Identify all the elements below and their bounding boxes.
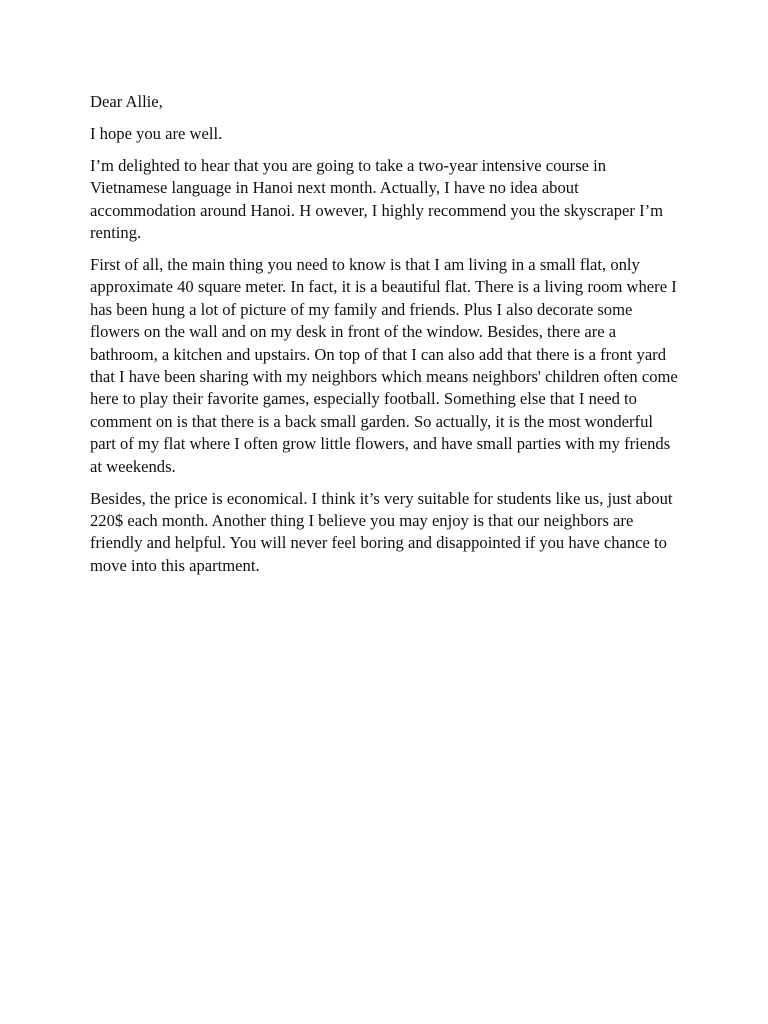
paragraph-price-neighbors: Besides, the price is economical. I think it’s very suitable for students like us, just about 220$ each month. Another thing I believe you may enjoy is that our neighbors are friendly and helpful. You will never feel boring and disappointed if you have chance to move into this apartment.	[90, 488, 673, 575]
paragraph-flat-description: First of all, the main thing you need to know is that I am living in a small flat, only approximate 40 square meter. In fact, it is a beautiful flat. There is a living room where I has been hung a lot of picture of my family and friends. Plus I also decorate some flowers on the wall and on my desk in front of the window. Besides, there are a bathroom, a kitchen and upstairs. On top of that I can also add that there is a front yard that I have been sharing with my neighbors which means neighbors' children often come here to play their favorite games, especially football. Something else that I need to comment on is that there is a back small garden. So actually, it is the most wonderful part of my flat where I often grow little flowers, and have small parties with my friends at weekends.	[90, 254, 678, 476]
salutation: Dear Allie,	[90, 92, 163, 111]
letter-body	[90, 91, 680, 577]
paragraph-intro: I’m delighted to hear that you are going to take a two-year intensive course in Vietnamese language in Hanoi next month. Actually, I have no idea about accommodation around Hanoi. H owever, I highly recommend you the skyscraper I’m renting.	[90, 155, 664, 243]
greeting: I hope you are well.	[90, 123, 223, 143]
